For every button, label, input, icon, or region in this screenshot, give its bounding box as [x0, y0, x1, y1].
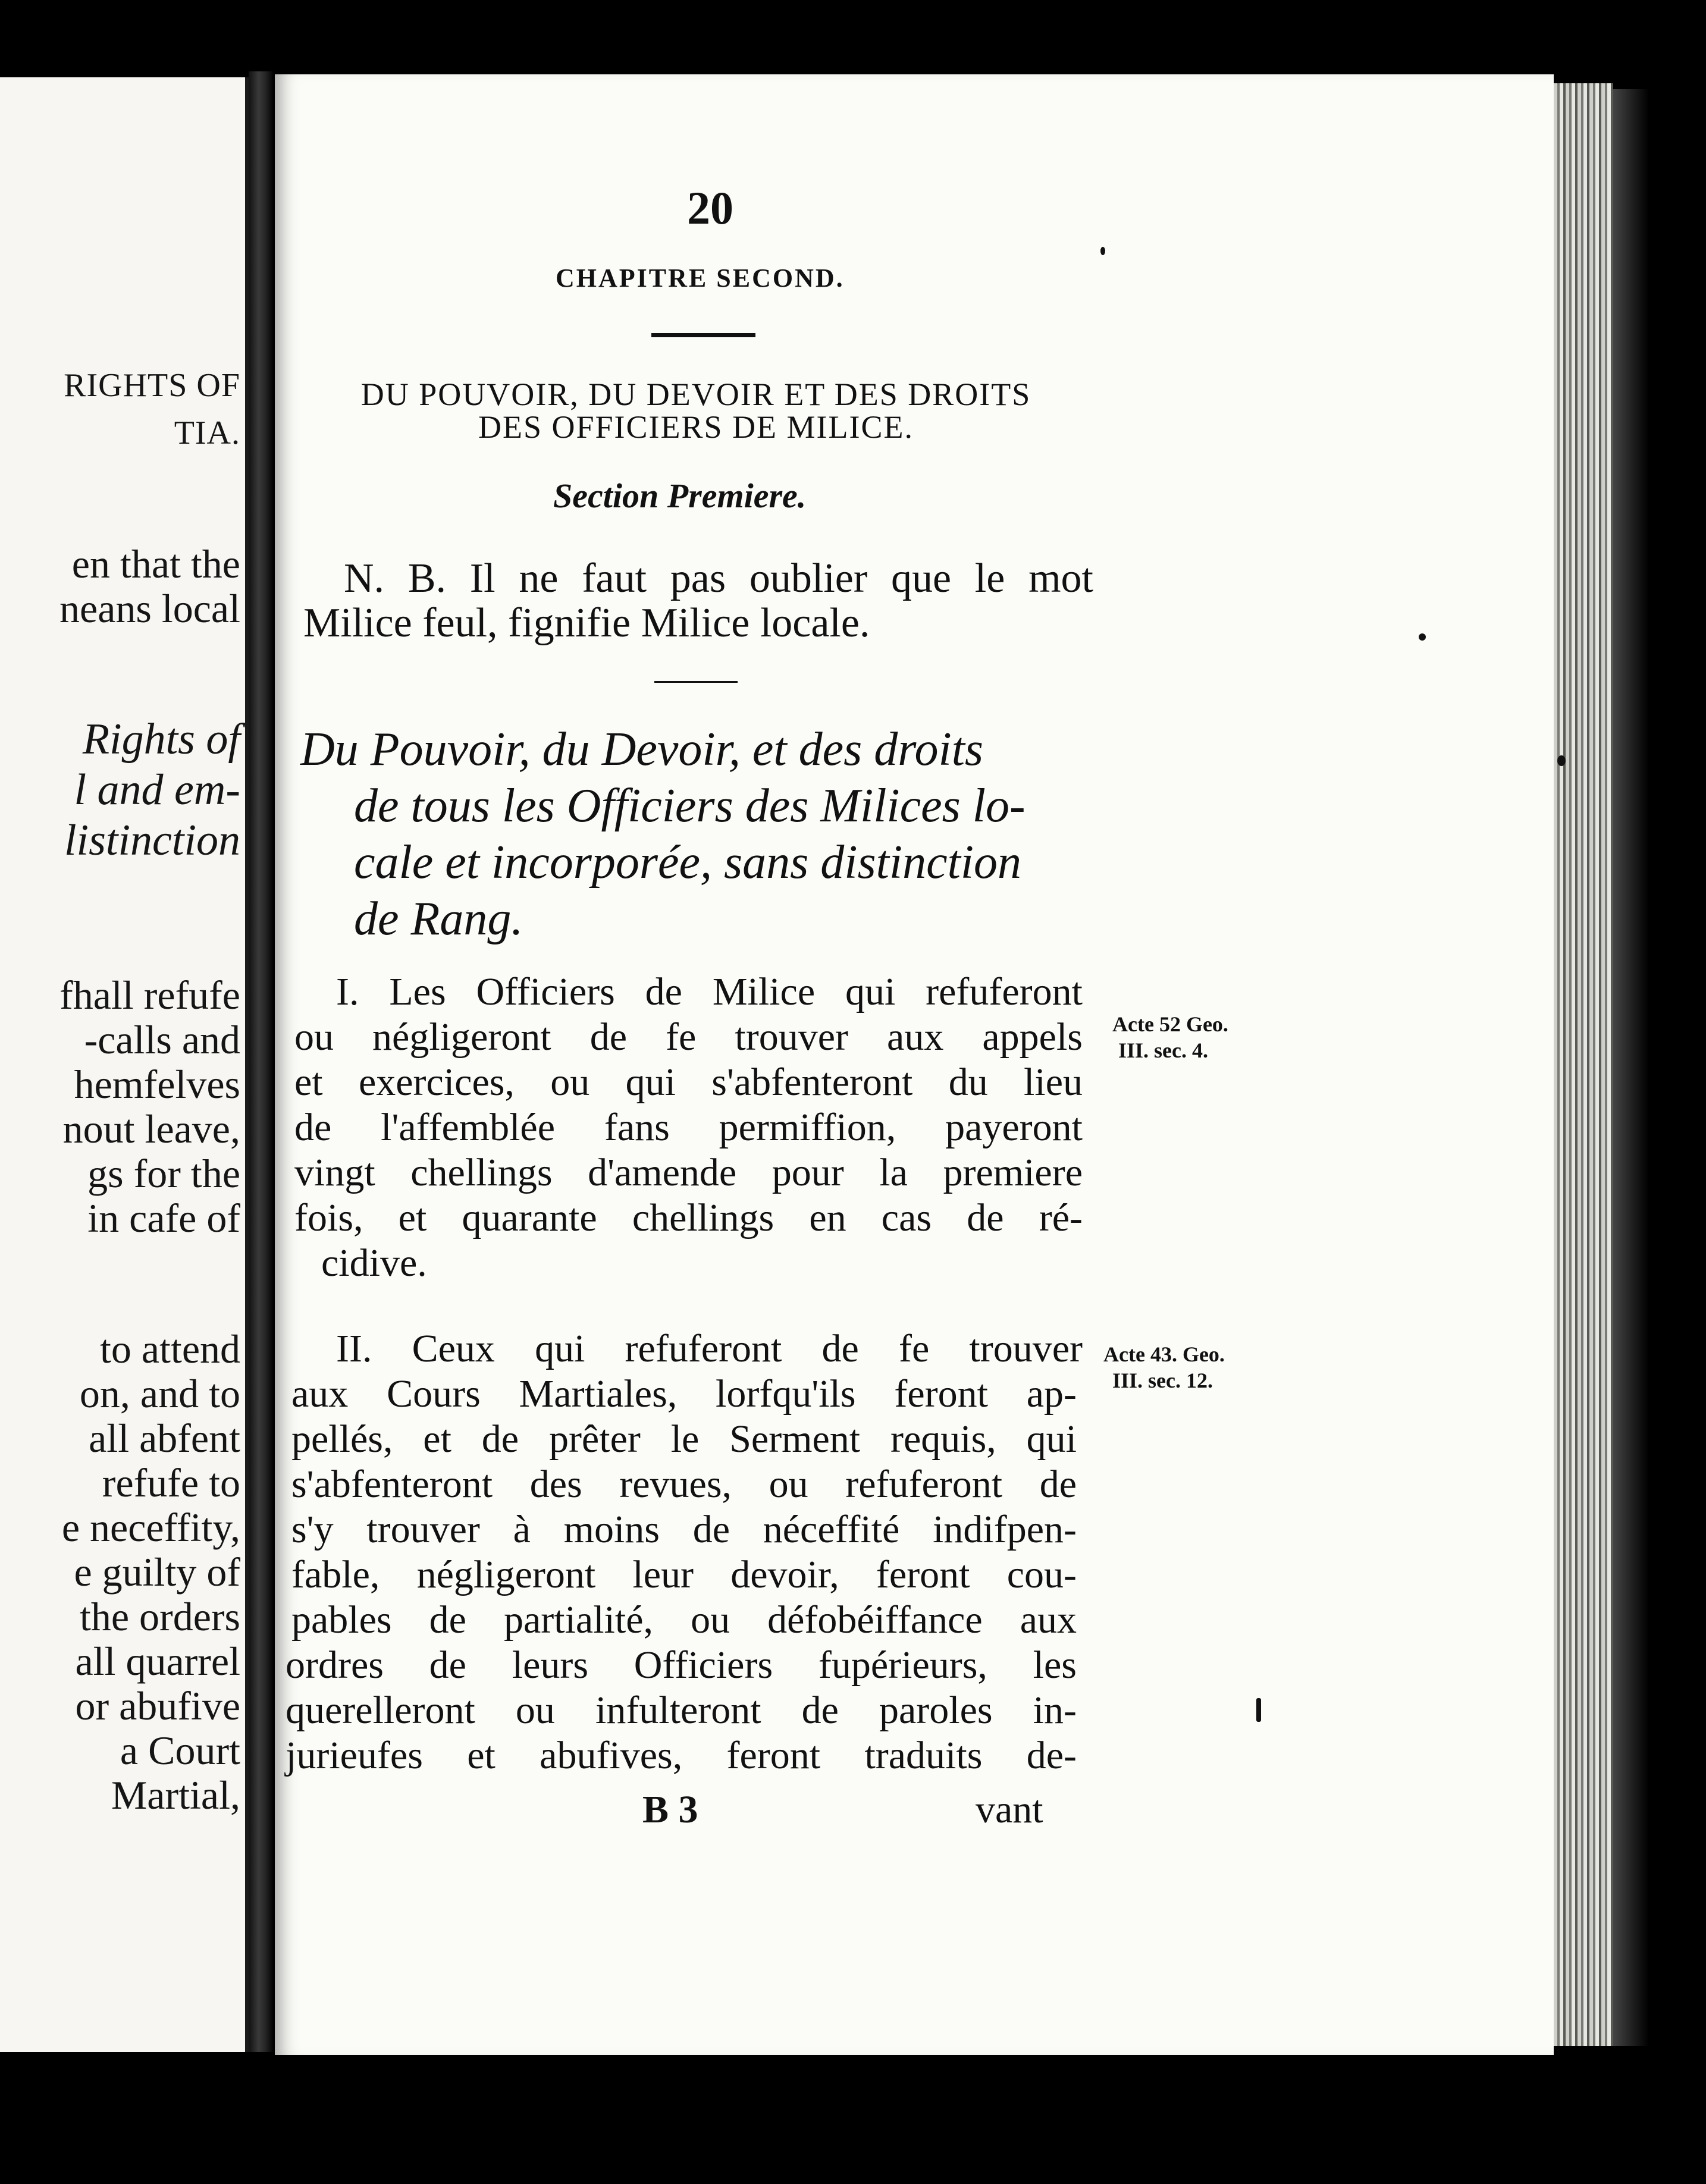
left-text-line: the orders — [79, 1594, 240, 1639]
para2-line: s'y trouver à moins de néceffité indifpen- — [291, 1508, 1077, 1551]
left-text-line: refufe to — [102, 1460, 240, 1505]
left-italic-line: Rights of — [82, 715, 240, 764]
subtitle-line: cale et incorporée, sans distinction — [354, 836, 1022, 889]
left-text-line: gs for the — [87, 1151, 240, 1196]
left-text-line: to attend — [99, 1326, 240, 1372]
chapter-title: CHAPITRE SECOND. — [556, 263, 845, 293]
book-gutter — [249, 71, 274, 2052]
left-text-line: fhall refufe — [59, 972, 240, 1018]
nb-line: N. B. Il ne faut pas oublier que le mot — [344, 556, 1093, 601]
para1-line: I. Les Officiers de Milice qui refuferont — [336, 970, 1083, 1013]
left-text-line: or abufive — [75, 1683, 240, 1728]
margin-note-line: Acte 52 Geo. — [1112, 1012, 1228, 1036]
ink-speck — [1419, 633, 1426, 641]
left-text-line: e neceffity, — [61, 1505, 240, 1550]
left-text-line: -calls and — [84, 1017, 240, 1062]
para2-line: fable, négligeront leur devoir, feront cou- — [291, 1553, 1077, 1596]
margin-note-line: III. sec. 4. — [1118, 1038, 1208, 1062]
nb-line: Milice feul, fignifie Milice locale. — [303, 600, 870, 646]
para2-line: jurieufes et abufives, feront traduits de- — [286, 1734, 1077, 1777]
para2-line: aux Cours Martiales, lorfqu'ils feront ap- — [291, 1372, 1077, 1416]
para1-line: vingt chellings d'amende pour la premiere — [294, 1151, 1083, 1194]
para1-line: fois, et quarante chellings en cas de ré- — [294, 1196, 1083, 1240]
para1-line: cidive. — [321, 1241, 427, 1285]
left-text-line: e guilty of — [74, 1549, 240, 1595]
left-italic-line: l and em- — [74, 765, 240, 814]
margin-note-line: Acte 43. Geo. — [1103, 1342, 1225, 1366]
para2-line: s'abfenteront des revues, ou refuferont de — [291, 1463, 1077, 1506]
catchword: vant — [976, 1788, 1043, 1831]
left-italic-line: listinction — [64, 816, 240, 865]
page-edge-shadow — [1613, 89, 1649, 2046]
para2-line: pables de partialité, ou défobéiffance aux — [291, 1598, 1077, 1642]
left-text-line: Martial, — [111, 1772, 240, 1818]
para2-line: pellés, et de prêter le Serment requis, qui — [291, 1417, 1077, 1461]
page-block-edge — [1554, 83, 1613, 2046]
left-text-line: all abfent — [89, 1416, 240, 1461]
left-text-line: nout leave, — [62, 1106, 240, 1151]
para1-line: de l'affemblée fans permiffion, payeront — [294, 1106, 1083, 1149]
subtitle-line: Du Pouvoir, du Devoir, et des droits — [300, 723, 984, 776]
para2-line: II. Ceux qui refuferont de fe trouver — [336, 1327, 1083, 1370]
section-rule — [654, 681, 738, 683]
signature-mark: B 3 — [642, 1788, 698, 1831]
left-facing-page — [0, 77, 249, 2052]
margin-note-line: III. sec. 12. — [1112, 1369, 1213, 1392]
left-text-line: hemfelves — [74, 1062, 240, 1107]
para2-line: querelleront ou infulteront de paroles in- — [286, 1689, 1077, 1732]
ink-speck — [1100, 247, 1105, 255]
left-text-line: neans local — [59, 586, 240, 631]
subtitle-line: de tous les Officiers des Milices lo- — [354, 780, 1026, 832]
heading-rule — [651, 333, 755, 337]
main-heading-line: DU POUVOIR, DU DEVOIR ET DES DROITS — [360, 376, 1031, 412]
page-number: 20 — [687, 182, 733, 234]
left-text-line: a Court — [120, 1728, 240, 1773]
para1-line: et exercices, ou qui s'abfenteront du lieu — [294, 1060, 1083, 1104]
left-text-line: all quarrel — [75, 1639, 240, 1684]
para1-line: ou négligeront de fe trouver aux appels — [294, 1015, 1083, 1059]
subtitle-line: de Rang. — [354, 893, 523, 945]
left-caps-line: TIA. — [174, 415, 240, 451]
left-text-line: on, and to — [79, 1371, 240, 1416]
ink-speck — [1557, 755, 1566, 766]
main-heading-line: DES OFFICIERS DE MILICE. — [478, 409, 914, 445]
left-text-line: en that the — [71, 541, 240, 586]
left-text-line: in cafe of — [87, 1195, 240, 1241]
left-caps-line: RIGHTS OF — [64, 367, 240, 404]
section-title: Section Premiere. — [553, 476, 807, 515]
para2-line: ordres de leurs Officiers fupérieurs, les — [286, 1643, 1077, 1687]
ink-speck — [1256, 1698, 1261, 1722]
